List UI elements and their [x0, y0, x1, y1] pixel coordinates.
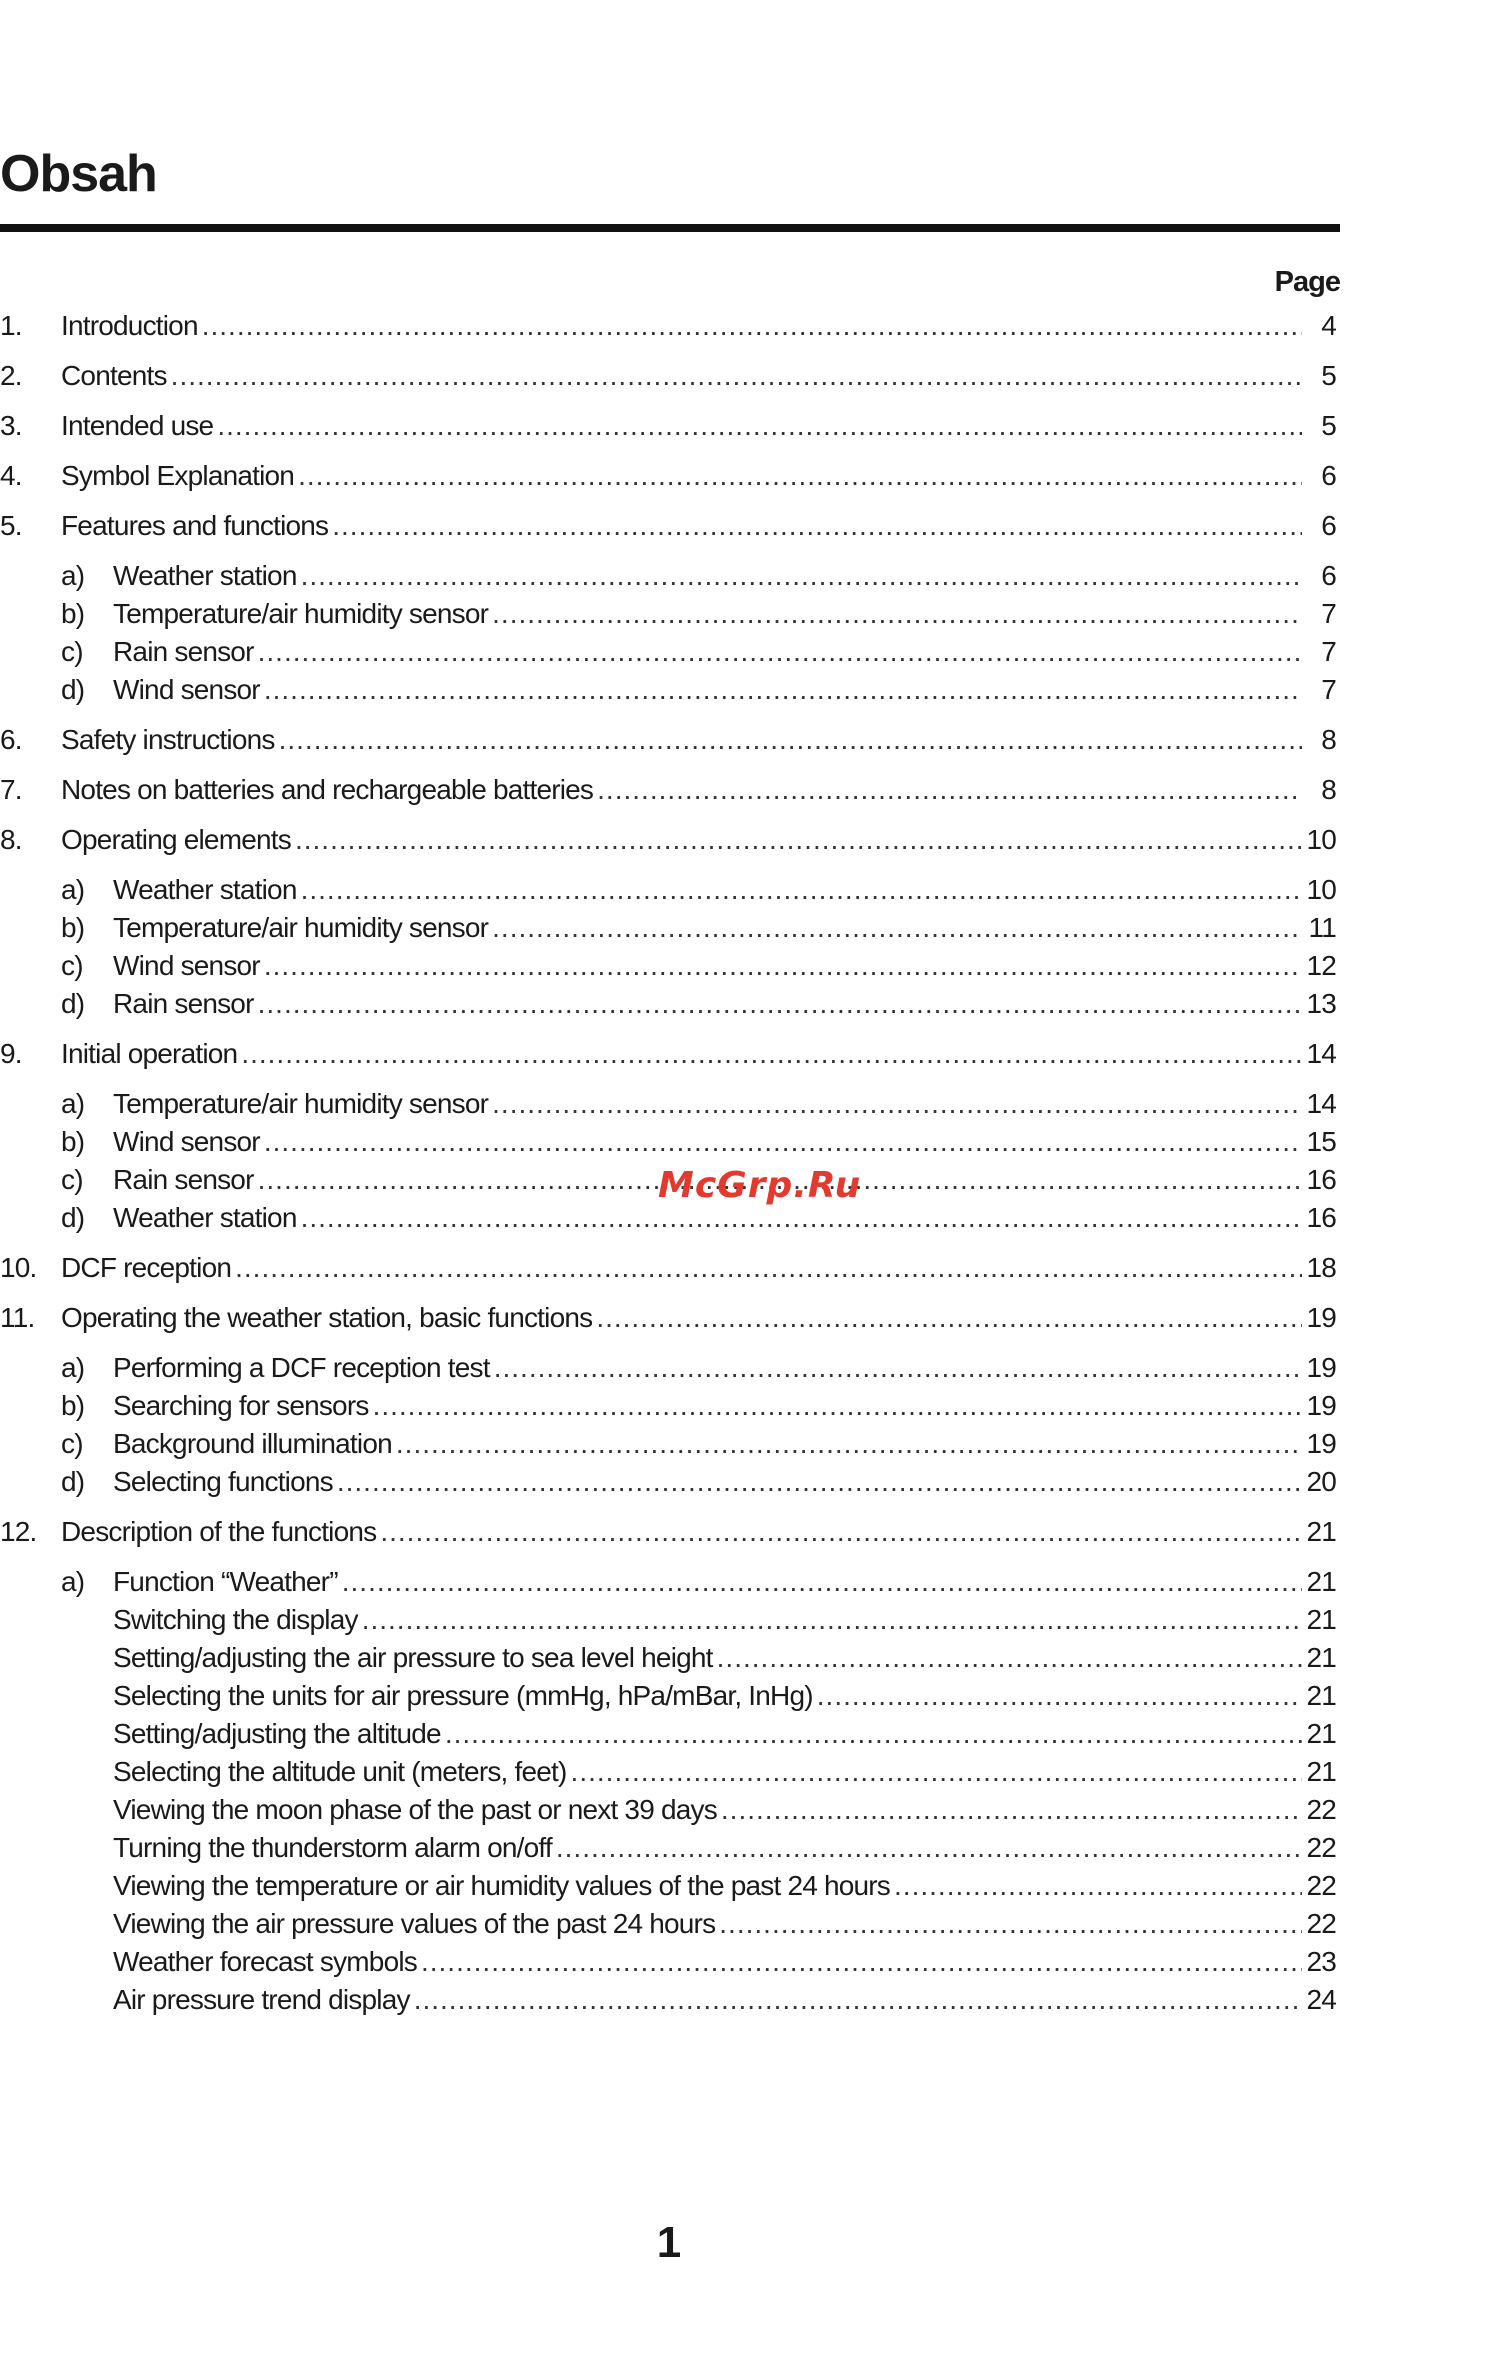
toc-entry-label: Introduction	[61, 310, 198, 341]
page-column-header: Page	[1274, 266, 1340, 298]
dot-leader	[301, 560, 1302, 592]
page-number: 1	[656, 2218, 682, 2267]
toc-subentry-label: Function “Weather”	[113, 1566, 338, 1597]
toc-entry[interactable]	[0, 410, 1336, 448]
toc-subentry-label: Wind sensor	[113, 674, 260, 705]
toc-subentry-label: Weather forecast symbols	[113, 1946, 417, 1977]
toc-subentry[interactable]	[0, 1088, 1336, 1126]
toc-subentry-letter: c)	[61, 1428, 83, 1459]
toc-entry[interactable]	[0, 724, 1336, 762]
toc-subentry-label: Setting/adjusting the altitude	[113, 1718, 441, 1749]
toc-subentry[interactable]	[0, 636, 1336, 674]
toc-subentry-page: 16	[1306, 1202, 1336, 1233]
toc-entry-label: Operating the weather station, basic functions	[61, 1302, 593, 1333]
dot-leader	[414, 1984, 1302, 2016]
toc-subentry-page: 10	[1306, 874, 1336, 905]
dot-leader	[597, 774, 1302, 806]
toc-subentry-letter: b)	[61, 1390, 85, 1421]
dot-leader	[492, 598, 1302, 630]
toc-subentry-label: Searching for sensors	[113, 1390, 369, 1421]
toc-subentry-letter: c)	[61, 950, 83, 981]
toc-subentry[interactable]	[0, 912, 1336, 950]
toc-entry-label: Safety instructions	[61, 724, 275, 755]
toc-subentry-letter: d)	[61, 988, 85, 1019]
toc-subentry[interactable]	[0, 1604, 1336, 1642]
toc-subentry-letter: b)	[61, 1126, 85, 1157]
toc-entry-page: 10	[1306, 824, 1336, 855]
dot-leader	[217, 410, 1302, 442]
toc-entry-page: 18	[1306, 1252, 1336, 1283]
toc-subentry[interactable]	[0, 1908, 1336, 1946]
toc-subentry-label: Rain sensor	[113, 636, 254, 667]
dot-leader	[264, 950, 1302, 982]
toc-subentry[interactable]	[0, 1832, 1336, 1870]
toc-subentry-label: Weather station	[113, 1202, 297, 1233]
toc-entry-label: Description of the functions	[61, 1516, 377, 1547]
toc-entry[interactable]	[0, 460, 1336, 498]
toc-entry-number: 6.	[0, 724, 22, 755]
toc-subentry-label: Air pressure trend display	[113, 1984, 410, 2015]
toc-subentry-page: 24	[1306, 1984, 1336, 2015]
dot-leader	[571, 1756, 1302, 1788]
toc-subentry-letter: b)	[61, 912, 85, 943]
toc-subentry[interactable]	[0, 1794, 1336, 1832]
toc-entry-label: DCF reception	[61, 1252, 232, 1283]
toc-entry-page: 21	[1306, 1516, 1336, 1547]
toc-entry-number: 5.	[0, 510, 22, 541]
toc-subentry[interactable]	[0, 1642, 1336, 1680]
dot-leader	[421, 1946, 1302, 1978]
toc-subentry-letter: d)	[61, 1202, 85, 1233]
toc-subentry-label: Rain sensor	[113, 988, 254, 1019]
toc-entry-number: 10.	[0, 1252, 37, 1283]
toc-subentry[interactable]	[0, 1756, 1336, 1794]
toc-subentry[interactable]	[0, 1390, 1336, 1428]
toc-subentry-label: Wind sensor	[113, 1126, 260, 1157]
toc-subentry[interactable]	[0, 674, 1336, 712]
dot-leader	[342, 1566, 1302, 1598]
dot-leader	[396, 1428, 1302, 1460]
toc-subentry-page: 21	[1306, 1642, 1336, 1673]
toc-subentry-page: 13	[1306, 988, 1336, 1019]
toc-subentry-label: Weather station	[113, 560, 297, 591]
dot-leader	[362, 1604, 1302, 1636]
toc-subentry-letter: d)	[61, 1466, 85, 1497]
toc-subentry-page: 23	[1306, 1946, 1336, 1977]
toc-entry-number: 3.	[0, 410, 22, 441]
toc-entry-page: 5	[1321, 360, 1336, 391]
toc-subentry-label: Background illumination	[113, 1428, 392, 1459]
toc-subentry-letter: c)	[61, 636, 83, 667]
toc-subentry-page: 7	[1321, 598, 1336, 629]
toc-subentry[interactable]	[0, 1466, 1336, 1504]
toc-subentry-letter: b)	[61, 598, 85, 629]
toc-entry-page: 5	[1321, 410, 1336, 441]
dot-leader	[258, 988, 1302, 1020]
toc-subentry-label: Selecting the units for air pressure (mmHg, hPa/mBar, InHg)	[113, 1680, 813, 1711]
toc-subentry[interactable]	[0, 1428, 1336, 1466]
toc-subentry-letter: a)	[61, 874, 85, 905]
dot-leader	[556, 1832, 1302, 1864]
toc-subentry-page: 21	[1306, 1718, 1336, 1749]
toc-subentry-label: Rain sensor	[113, 1164, 254, 1195]
dot-leader	[492, 1088, 1302, 1120]
toc-subentry-page: 16	[1306, 1164, 1336, 1195]
toc-entry-page: 14	[1306, 1038, 1336, 1069]
toc-entry-page: 4	[1321, 310, 1336, 341]
dot-leader	[494, 1352, 1302, 1384]
toc-entry-page: 6	[1321, 460, 1336, 491]
toc-subentry[interactable]	[0, 1984, 1336, 2022]
toc-subentry-page: 21	[1306, 1604, 1336, 1635]
toc-subentry-label: Switching the display	[113, 1604, 358, 1635]
toc-entry-number: 1.	[0, 310, 22, 341]
dot-leader	[380, 1516, 1302, 1548]
toc-entry-number: 9.	[0, 1038, 22, 1069]
dot-leader	[719, 1908, 1302, 1940]
toc-entry-label: Contents	[61, 360, 167, 391]
toc-subentry-page: 19	[1306, 1390, 1336, 1421]
dot-leader	[894, 1870, 1302, 1902]
toc-subentry-page: 6	[1321, 560, 1336, 591]
dot-leader	[202, 310, 1302, 342]
toc-subentry-page: 21	[1306, 1566, 1336, 1597]
dot-leader	[171, 360, 1302, 392]
toc-subentry-label: Viewing the air pressure values of the past 24 hours	[113, 1908, 716, 1939]
dot-leader	[717, 1642, 1302, 1674]
toc-subentry[interactable]	[0, 874, 1336, 912]
toc-subentry-label: Weather station	[113, 874, 297, 905]
toc-entry-label: Notes on batteries and rechargeable batteries	[61, 774, 594, 805]
toc-entry-number: 4.	[0, 460, 22, 491]
toc-entry[interactable]	[0, 824, 1336, 862]
toc-subentry[interactable]	[0, 1946, 1336, 1984]
toc-entry[interactable]	[0, 360, 1336, 398]
dot-leader	[817, 1680, 1302, 1712]
toc-entry-label: Initial operation	[61, 1038, 238, 1069]
watermark: McGrp.Ru	[658, 1165, 862, 1206]
toc-subentry[interactable]	[0, 560, 1336, 598]
toc-subentry-page: 22	[1306, 1870, 1336, 1901]
toc-entry[interactable]	[0, 510, 1336, 548]
toc-subentry-page: 22	[1306, 1794, 1336, 1825]
dot-leader	[264, 674, 1302, 706]
toc-entry-page: 19	[1306, 1302, 1336, 1333]
toc-subentry-label: Selecting functions	[113, 1466, 333, 1497]
toc-subentry-letter: c)	[61, 1164, 83, 1195]
toc-entry-label: Symbol Explanation	[61, 460, 295, 491]
toc-subentry-letter: a)	[61, 1088, 85, 1119]
dot-leader	[295, 824, 1302, 856]
toc-entry[interactable]	[0, 1516, 1336, 1554]
toc-subentry[interactable]	[0, 1126, 1336, 1164]
dot-leader	[298, 460, 1302, 492]
toc-entry-number: 11.	[0, 1302, 35, 1333]
toc-entry-page: 8	[1321, 774, 1336, 805]
toc-entry-label: Features and functions	[61, 510, 329, 541]
toc-subentry-page: 22	[1306, 1908, 1336, 1939]
dot-leader	[235, 1252, 1302, 1284]
toc-subentry-letter: a)	[61, 1352, 85, 1383]
toc-subentry-label: Selecting the altitude unit (meters, feet)	[113, 1756, 567, 1787]
toc-entry[interactable]	[0, 774, 1336, 812]
toc-subentry[interactable]	[0, 950, 1336, 988]
toc-entry-number: 12.	[0, 1516, 37, 1547]
toc-entry[interactable]	[0, 1252, 1336, 1290]
toc-entry[interactable]	[0, 310, 1336, 348]
toc-subentry[interactable]	[0, 1202, 1336, 1240]
toc-subentry[interactable]	[0, 1680, 1336, 1718]
toc-subentry-letter: a)	[61, 1566, 85, 1597]
toc-subentry-label: Performing a DCF reception test	[113, 1352, 490, 1383]
toc-subentry-page: 7	[1321, 674, 1336, 705]
toc-subentry-page: 12	[1306, 950, 1336, 981]
dot-leader	[258, 636, 1302, 668]
toc-subentry-page: 19	[1306, 1428, 1336, 1459]
toc-subentry-page: 15	[1306, 1126, 1336, 1157]
toc-entry-label: Intended use	[61, 410, 214, 441]
toc-subentry-page: 7	[1321, 636, 1336, 667]
toc-entry-number: 2.	[0, 360, 22, 391]
toc-subentry[interactable]	[0, 988, 1336, 1026]
toc-subentry-page: 19	[1306, 1352, 1336, 1383]
toc-subentry-page: 20	[1306, 1466, 1336, 1497]
toc-subentry-label: Viewing the moon phase of the past or next 39 days	[113, 1794, 717, 1825]
toc-subentry-label: Setting/adjusting the air pressure to sea level height	[113, 1642, 713, 1673]
toc-entry[interactable]	[0, 1038, 1336, 1076]
toc-entry-page: 8	[1321, 724, 1336, 755]
toc-subentry-label: Temperature/air humidity sensor	[113, 598, 489, 629]
dot-leader	[492, 912, 1302, 944]
toc-subentry[interactable]	[0, 1718, 1336, 1756]
toc-subentry-label: Wind sensor	[113, 950, 260, 981]
dot-leader	[332, 510, 1302, 542]
dot-leader	[445, 1718, 1302, 1750]
toc-entry-number: 7.	[0, 774, 22, 805]
toc-subentry-page: 22	[1306, 1832, 1336, 1863]
toc-subentry[interactable]	[0, 1352, 1336, 1390]
toc-subentry-label: Turning the thunderstorm alarm on/off	[113, 1832, 552, 1863]
toc-subentry-label: Temperature/air humidity sensor	[113, 912, 489, 943]
toc-entry-page: 6	[1321, 510, 1336, 541]
toc-entry-number: 8.	[0, 824, 22, 855]
dot-leader	[264, 1126, 1302, 1158]
dot-leader	[241, 1038, 1302, 1070]
dot-leader	[301, 874, 1302, 906]
dot-leader	[301, 1202, 1302, 1234]
toc-entry[interactable]	[0, 1302, 1336, 1340]
dot-leader	[596, 1302, 1302, 1334]
toc-subentry-page: 21	[1306, 1680, 1336, 1711]
toc-subentry[interactable]	[0, 598, 1336, 636]
title-rule	[0, 224, 1340, 232]
toc-subentry[interactable]	[0, 1870, 1336, 1908]
dot-leader	[337, 1466, 1302, 1498]
dot-leader	[373, 1390, 1302, 1422]
toc-subentry-letter: a)	[61, 560, 85, 591]
toc-subentry-label: Temperature/air humidity sensor	[113, 1088, 489, 1119]
toc-subentry[interactable]	[0, 1566, 1336, 1604]
toc-subentry-page: 21	[1306, 1756, 1336, 1787]
toc-subentry-label: Viewing the temperature or air humidity values of the past 24 hours	[113, 1870, 891, 1901]
toc-subentry-page: 11	[1308, 912, 1336, 943]
dot-leader	[721, 1794, 1302, 1826]
toc-subentry-page: 14	[1306, 1088, 1336, 1119]
toc-entry-label: Operating elements	[61, 824, 291, 855]
toc-subentry-letter: d)	[61, 674, 85, 705]
page-title: Obsah	[0, 145, 157, 203]
dot-leader	[279, 724, 1302, 756]
